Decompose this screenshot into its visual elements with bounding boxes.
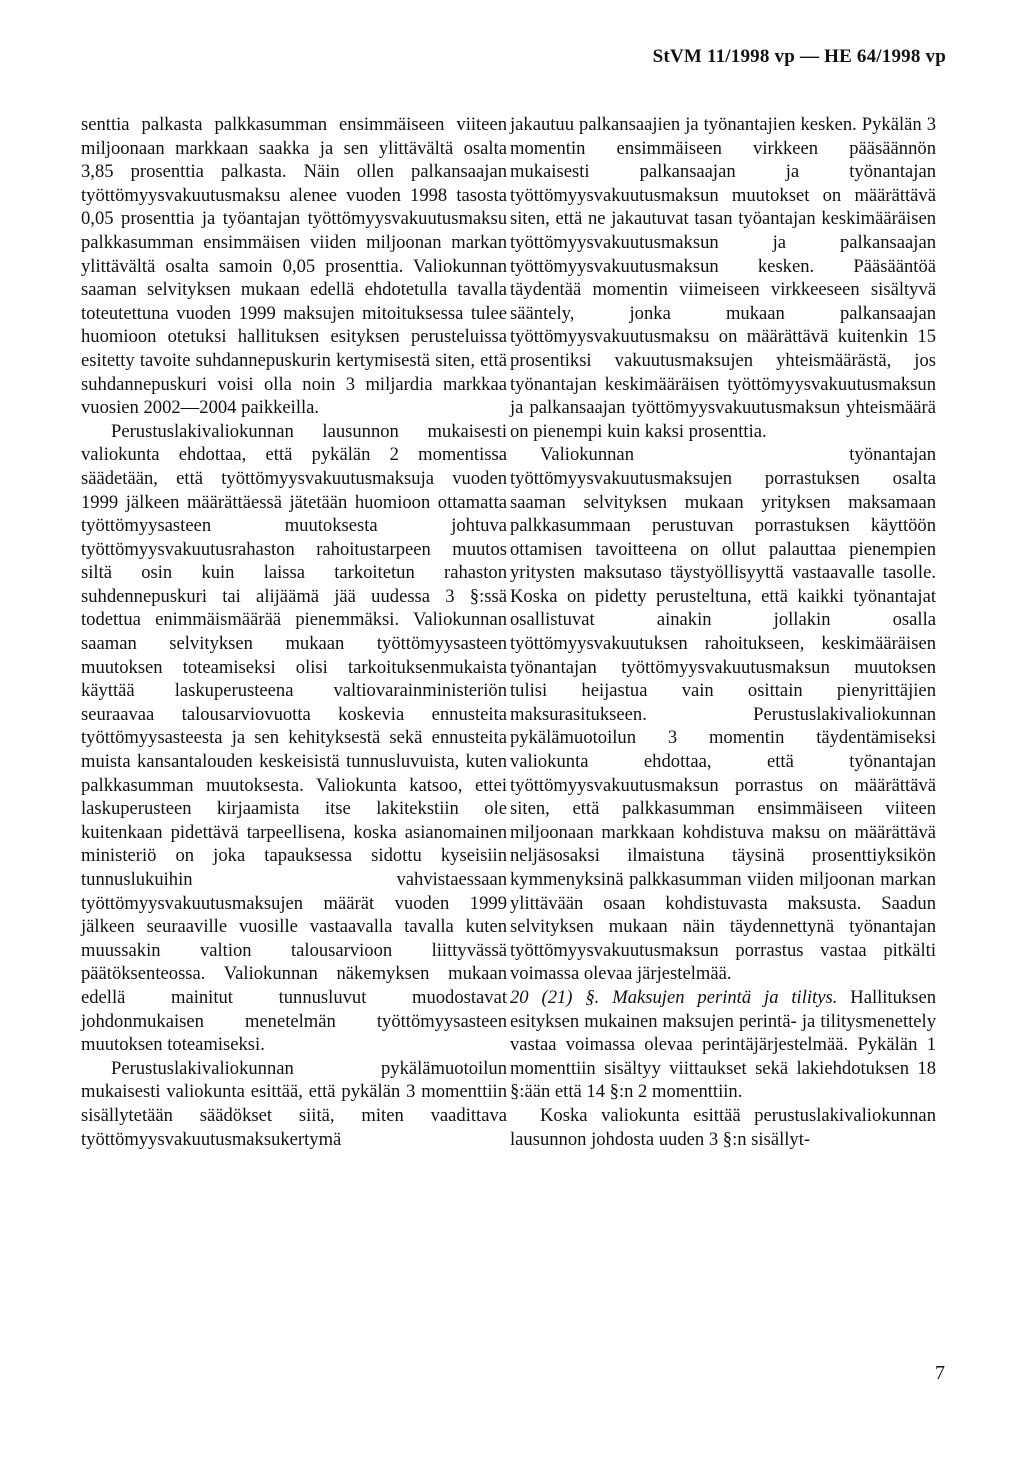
paragraph: senttia palkasta palkkasumman ensimmäiseen viiteen miljoonaan markkaan saakka ja sen ylittävältä osalta 3,85 prosenttia palkasta. Näin ollen palkansaajan työttömyysvakuutusmaksu alenee vuoden 1998 tasosta 0,05 prosenttia ja työantajan työttömyysvakuutusmaksu palkkasumman ensimmäisen viiden miljoonan markan ylittävältä osalta samoin 0,05 prosenttia. Valiokunnan saaman selvityksen mukaan edellä ehdotetulla tavalla toteutettuna vuoden 1999 maksujen mitoituksessa tulee huomioon otetuksi hallituksen esityksen perusteluissa esitetty tavoite suhdannepuskurin kertymisestä siten, että suhdannepuskuri voisi olla noin 3 miljardia markkaa vuosien 2002—2004 paikkeilla. bbox=[81, 114, 507, 419]
section-paragraph bbox=[510, 986, 936, 1104]
section-heading: 20 (21) §. Maksujen perintä ja tilitys. bbox=[510, 986, 838, 1008]
paragraph: Perustuslakivaliokunnan lausunnon mukaisesti valiokunta ehdottaa, että pykälän 2 momentissa säädetään, että työttömyysvakuutusmaksuja vuoden 1999 jälkeen määrättäessä jätetään huomioon ottamatta työttömyysasteen muutoksesta johtuva työttömyysvakuutusrahaston rahoitustarpeen muutos siltä osin kuin laissa tarkoitetun rahaston suhdennepuskuri tai alijäämä jää uudessa 3 §:ssä todettua enimmäismäärää pienemmäksi. Valiokunnan saaman selvityksen mukaan työttömyysasteen muutoksen toteamiseksi olisi tarkoituksenmukaista käyttää laskuperusteena valtiovarainministeriön seuraavaa talousarviovuotta koskevia ennusteita työttömyysasteesta ja sen kehityksestä sekä ennusteita muista kansantalouden keskeisistä tunnusluvuista, kuten palkkasumman muutoksesta. Valiokunta katsoo, ettei laskuperusteen kirjaamista itse lakitekstiin ole kuitenkaan pidettävä tarpeellisena, koska asianomainen ministeriö on joka tapauksessa sidottu kyseisiin tunnuslukuihin vahvistaessaan työttömyysvakuutusmaksujen määrät vuoden 1999 jälkeen seuraaville vuosille vastaavalla tavalla kuten muussakin valtion talousarvioon liittyvässä päätöksenteossa. Valiokunnan näkemyksen mukaan edellä mainitut tunnusluvut muodostavat johdonmukaisen menetelmän työttömyysasteen muutoksen toteamiseksi. bbox=[81, 420, 507, 1056]
running-header: StVM 11/1998 vp — HE 64/1998 vp bbox=[652, 46, 946, 67]
paragraph: Valiokunnan työnantajan työttömyysvakuutusmaksujen porrastuksen osalta saaman selvityksen mukaan yrityksen maksamaan palkkasummaan perustuvan porrastuksen käyttöön ottamisen tavoitteena on ollut palauttaa pienempien yritysten maksutaso täystyöllisyyttä vastaavalle tasolle. Koska on pidetty perusteltuna, että kaikki työnantajat osallistuvat ainakin jollakin osalla työttömyysvakuutuksen rahoitukseen, keskimääräisen työnantajan työttömyysvakuutusmaksun muutoksen tulisi heijastua vain osittain pienyrittäjien maksurasitukseen. Perustuslakivaliokunnan pykälämuotoilun 3 momentin täydentämiseksi valiokunta ehdottaa, että työnantajan työttömyysvakuutusmaksun porrastus on määrättävä siten, että palkkasumman ensimmäiseen viiteen miljoonaan markkaan kohdistuva maksu on määrättävä neljäsosaksi ilmaistuna täysinä prosenttiyksikön kymmenyksinä palkkasumman viiden miljoonan markan ylittävään osaan kohdistuvasta maksusta. Saadun selvityksen mukaan näin täydennettynä työnantajan työttömyysvakuutusmaksun porrastus vastaa pitkälti voimassa olevaa järjestelmää. bbox=[510, 444, 936, 985]
paragraph: Koska valiokunta esittää perustuslakivaliokunnan lausunnon johdosta uuden 3 §:n sisällyt- bbox=[510, 1104, 936, 1150]
section-text: Hallituksen esityksen mukainen maksujen perintä- ja tilitysmenettely vastaa voimassa olevaa perintäjärjestelmää. Pykälän 1 momenttiin sisältyy viittaukset sekä lakiehdotuksen 18 §:ään että 14 §:n 2 momenttiin. bbox=[510, 986, 937, 1103]
paragraph: jakautuu palkansaajien ja työnantajien kesken. Pykälän 3 momentin ensimmäiseen virkkeen pääsäännön mukaisesti palkansaajan ja työnantajan työttömyysvakuutusmaksun muutokset on määrättävä siten, että ne jakautuvat tasan työantajan keskimääräisen työttömyysvakuutusmaksun ja palkansaajan työttömyysvakuutusmaksun kesken. Pääsääntöä täydentää momentin viimeiseen virkkeeseen sisältyvä sääntely, jonka mukaan palkansaajan työttömyysvakuutusmaksu on määrättävä kuitenkin 15 prosentiksi vakuutusmaksujen yhteismäärästä, jos työnantajan keskimääräisen työttömyysvakuutusmaksun ja palkansaajan työttömyysvakuutusmaksun yhteismäärä on pienempi kuin kaksi prosenttia. bbox=[510, 114, 936, 442]
page-number: 7 bbox=[935, 1362, 945, 1384]
paragraph: Perustuslakivaliokunnan pykälämuotoilun mukaisesti valiokunta esittää, että pykälän 3 momenttiin sisällytetään säädökset siitä, miten vaadittava työttömyysvakuutusmaksukertymä bbox=[81, 1057, 507, 1150]
right-column bbox=[510, 113, 936, 1151]
left-column bbox=[81, 113, 507, 1151]
